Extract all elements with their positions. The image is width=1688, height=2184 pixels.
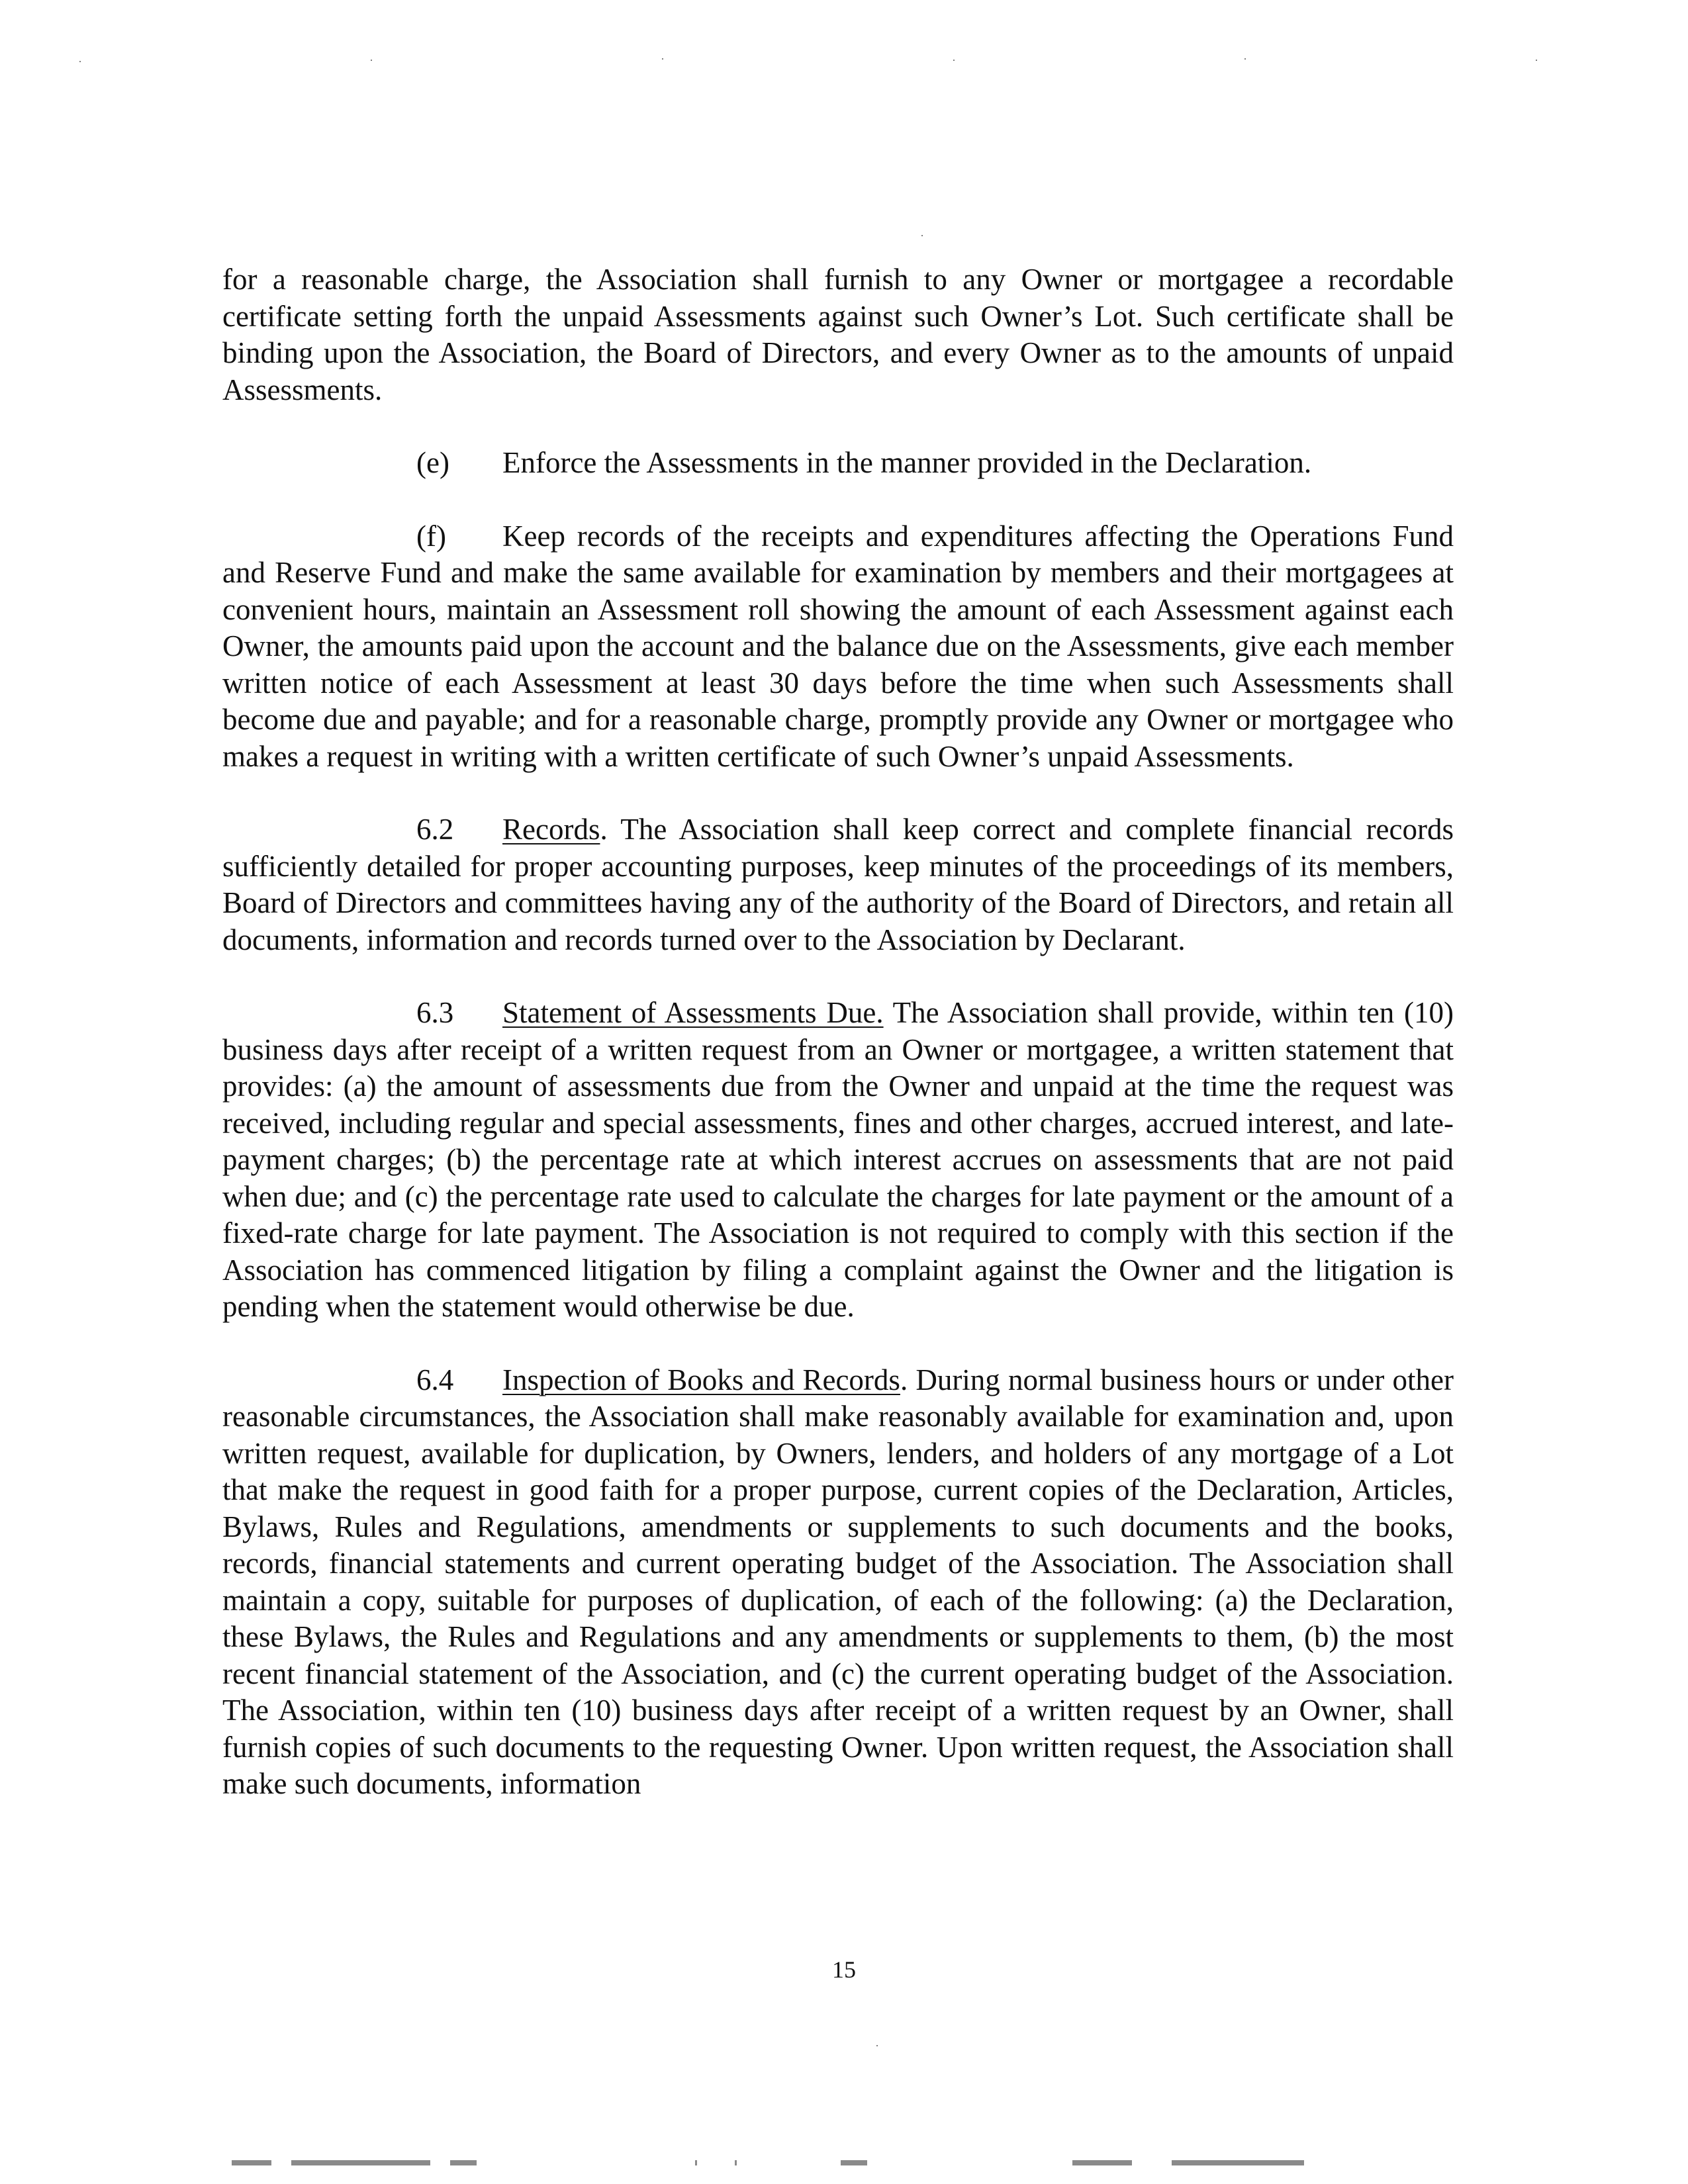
section-6-3-heading: Statement of Assessments Due. [502, 996, 884, 1029]
section-6-4 [222, 1362, 1454, 1803]
scan-artifact [953, 60, 955, 61]
continuation-paragraph: for a reasonable charge, the Association shall furnish to any Owner or mortgagee a recordable certificate setting forth the unpaid Assessments against such Owner’s Lot. Such certificate shall be binding upon the Association, the Board of Directors, and every Owner as to the amounts of unpaid Assessments. [222, 263, 1454, 406]
item-e [222, 445, 1454, 482]
section-6-2 [222, 811, 1454, 958]
item-e-text: Enforce the Assessments in the manner provided in the Declaration. [502, 446, 1312, 479]
scan-artifact [79, 61, 81, 62]
scan-artifact [921, 235, 923, 236]
scan-artifact [876, 2045, 878, 2046]
item-e-label: (e) [416, 446, 449, 479]
item-f-label: (f) [416, 519, 446, 553]
item-f-text: Keep records of the receipts and expenditures affecting the Operations Fund and Reserve Fund and make the same available for examination by members and their mortgagees at convenient hours, maintain an Assessment roll showing the amount of each Assessment against each Owner, the amounts paid upon the account and the balance due on the Assessments, give each member written notice of each Assessment at least 30 days before the time when such Assessments shall become due and payable; and for a reasonable charge, promptly provide any Owner or mortgagee who makes a request in writing with a written certificate of such Owner’s unpaid Assessments. [222, 519, 1454, 773]
scan-artifact [1536, 60, 1537, 61]
scan-artifact [662, 58, 663, 60]
section-6-4-heading: Inspection of Books and Records [502, 1363, 900, 1396]
section-6-4-text: . During normal business hours or under other reasonable circumstances, the Association shall make reasonably available for examination and, upon written request, available for duplication, by Owners, lenders, and holders of any mortgage of a Lot that make the request in good faith for a proper purpose, current copies of the Declaration, Articles, Bylaws, Rules and Regulations, amendments or supplements to such documents and the books, records, financial statements and current operating budget of the Association. The Association shall maintain a copy, suitable for purposes of duplication, of each of the following: (a) the Declaration, these Bylaws, the Rules and Regulations and any amendments or supplements to them, (b) the most recent financial statement of the Association, and (c) the current operating budget of the Association. The Association, within ten (10) business days after receipt of a written request by an Owner, shall furnish copies of such documents to the requesting Owner. Upon written request, the Association shall make such documents, information [222, 1363, 1454, 1800]
scan-bottom-artifacts [232, 2160, 1291, 2167]
section-6-2-number: 6.2 [416, 813, 454, 846]
scan-artifact [1244, 58, 1246, 60]
section-6-4-number: 6.4 [416, 1363, 454, 1396]
scan-artifact [371, 60, 372, 61]
section-6-3 [222, 995, 1454, 1326]
document-body [222, 261, 1454, 1803]
page-number: 15 [832, 1956, 856, 1983]
section-6-3-text: The Association shall provide, within ten (10) business days after receipt of a written request from an Owner or mortgagee, a written statement that provides: (a) the amount of assessments due from the Owner and unpaid at the time the request was received, including regular and special assessments, fines and other charges, accrued interest, and late-payment charges; (b) the percentage rate at which interest accrues on assessments that are not paid when due; and (c) the percentage rate used to calculate the charges for late payment or the amount of a fixed-rate charge for late payment. The Association is not required to comply with this section if the Association has commenced litigation by filing a complaint against the Owner and the litigation is pending when the statement would otherwise be due. [222, 996, 1454, 1323]
section-6-3-number: 6.3 [416, 996, 454, 1029]
section-6-2-heading: Records [502, 813, 600, 846]
section-6-2-text: . The Association shall keep correct and complete financial records sufficiently detailed for proper accounting purposes, keep minutes of the proceedings of its members, Board of Directors and committees having any of the authority of the Board of Directors, and retain all documents, information and records turned over to the Association by Declarant. [222, 813, 1454, 956]
item-f [222, 518, 1454, 776]
